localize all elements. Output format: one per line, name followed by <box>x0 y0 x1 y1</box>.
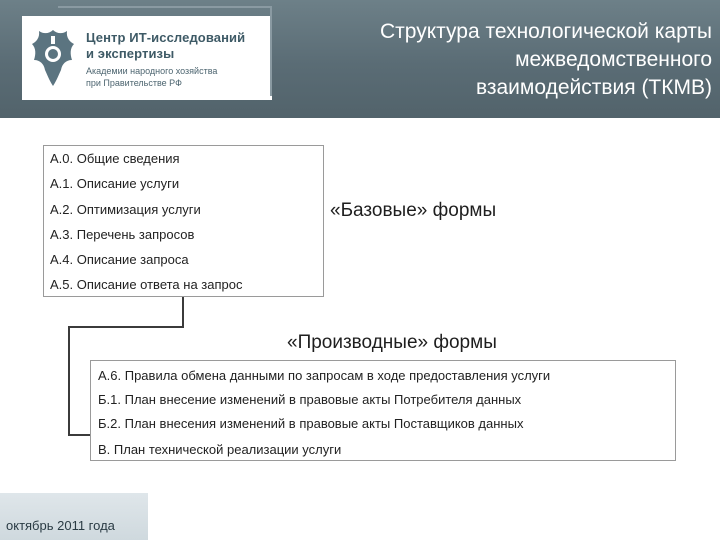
connector-line <box>68 326 70 436</box>
base-forms-label: «Базовые» формы <box>330 200 497 221</box>
base-form-item: А.1. Описание услуги <box>50 176 180 191</box>
base-form-item: А.5. Описание ответа на запрос <box>50 277 243 292</box>
derived-form-item: Б.1. План внесение изменений в правовые акты Потребителя данных <box>98 392 522 407</box>
connector-line <box>182 297 184 327</box>
derived-forms-box <box>90 360 676 461</box>
base-form-item: А.2. Оптимизация услуги <box>50 202 201 217</box>
footer-date: октябрь 2011 года <box>6 518 115 533</box>
derived-forms-label: «Производные» формы <box>287 332 497 353</box>
logo-title-line2: и экспертизы <box>86 46 175 61</box>
derived-form-item: Б.2. План внесения изменений в правовые акты Поставщиков данных <box>98 416 524 431</box>
header-band <box>0 0 720 118</box>
base-form-item: А.0. Общие сведения <box>50 151 180 166</box>
logo-frame <box>58 6 272 96</box>
connector-line <box>68 434 90 436</box>
logo-subtitle-line2: при Правительстве РФ <box>86 78 182 88</box>
logo-subtitle-line1: Академии народного хозяйства <box>86 66 218 76</box>
page-title: Структура технологической карты межведомственного взаимодействия (ТКМВ) <box>380 20 712 99</box>
base-form-item: А.4. Описание запроса <box>50 252 189 267</box>
connector-line <box>68 326 184 328</box>
derived-form-item: В. План технической реализации услуги <box>98 442 342 457</box>
base-form-item: А.3. Перечень запросов <box>50 227 195 242</box>
base-forms-box <box>43 145 324 297</box>
derived-form-item: А.6. Правила обмена данными по запросам в ходе предоставления услуги <box>98 368 551 383</box>
logo-title-line1: Центр ИТ-исследований <box>86 30 246 45</box>
